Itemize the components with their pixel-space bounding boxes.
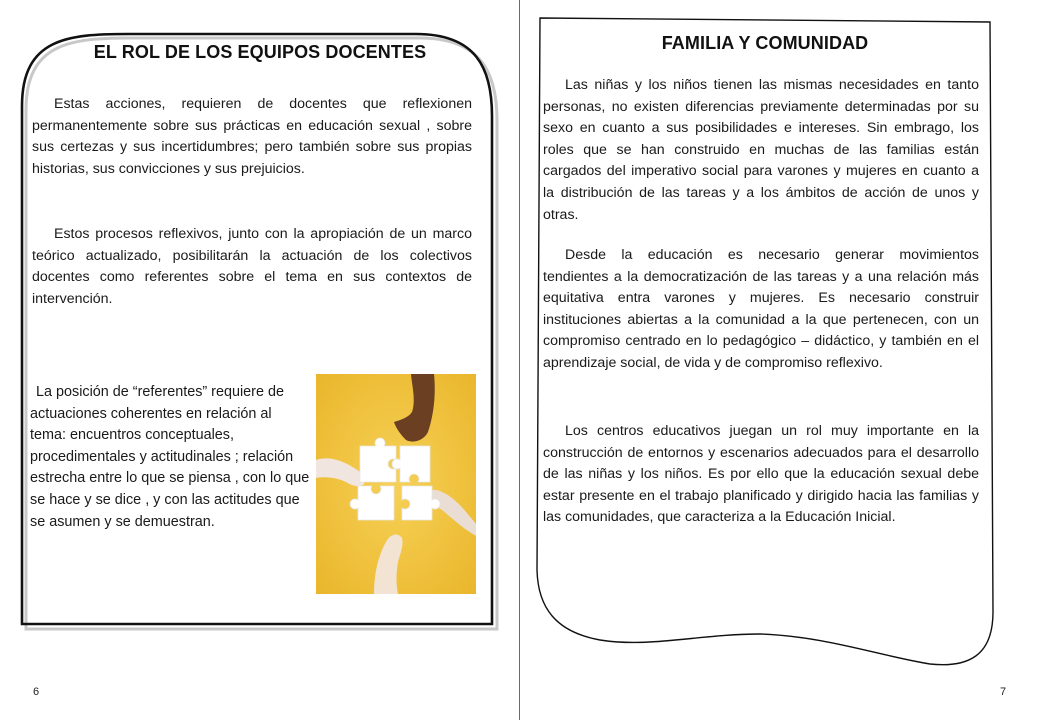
right-page-number: 7 — [1000, 686, 1007, 698]
left-page-title: EL ROL DE LOS EQUIPOS DOCENTES — [93, 42, 427, 62]
right-paragraph-1: Las niñas y los niños tienen las mismas necesidades en tanto personas, no existen diferencias previamente determinadas por su sexo en cuanto a sus posibilidades e intereses. Sin embrago, los roles que se han construido en muchas de las familias están cargados del imperativo social para varones y mujeres en cuanto a la distribución de las tareas y a los ámbitos de acción de unos y otras. — [543, 77, 979, 223]
left-paragraph-2: Estos procesos reflexivos, junto con la apropiación de un marco teórico actualizado, posibilitarán la actuación de los colectivos docentes como referentes sobre el tema en sus contextos de intervención. — [32, 226, 472, 307]
right-paragraph-3: Los centros educativos juegan un rol muy importante en la construcción de entornos y escenarios adecuados para el desarrollo de las niñas y los niños. Es por ello que la educación sexual debe estar presente en el trabajo planificado y dirigido hacia las familias y las comunidades, que caracteriza a la Educación Inicial. — [543, 423, 979, 526]
puzzle-hands-photo — [316, 374, 476, 594]
right-page-title: FAMILIA Y COMUNIDAD — [661, 33, 869, 53]
left-page-number: 6 — [33, 686, 40, 698]
left-paragraph-1: Estas acciones, requieren de docentes que reflexionen permanentemente sobre sus prácticas en educación sexual , sobre sus certezas y sus incertidumbres; pero también sobre sus propias historias, sus convicciones y sus prejuicios. — [32, 96, 472, 177]
left-paragraph-3: La posición de “referentes” requiere de actuaciones coherentes en relación al tema: encuentros conceptuales, procedimentales y actitudinales ; relación estrecha entre lo que se piensa , con lo que se hace y se dice , y con las actitudes que se asumen y se demuestran. — [30, 384, 310, 530]
right-paragraph-2: Desde la educación es necesario generar movimientos tendientes a la democratización de las tareas y a una relación más equitativa entra varones y mujeres. Es necesario construir instituciones abiertas a la comunidad a la que pertenecen, con un compromiso centrado en lo pedagógico – didáctico, y también en el aprendizaje social, de vida y de compromiso reflexivo. — [543, 247, 979, 371]
